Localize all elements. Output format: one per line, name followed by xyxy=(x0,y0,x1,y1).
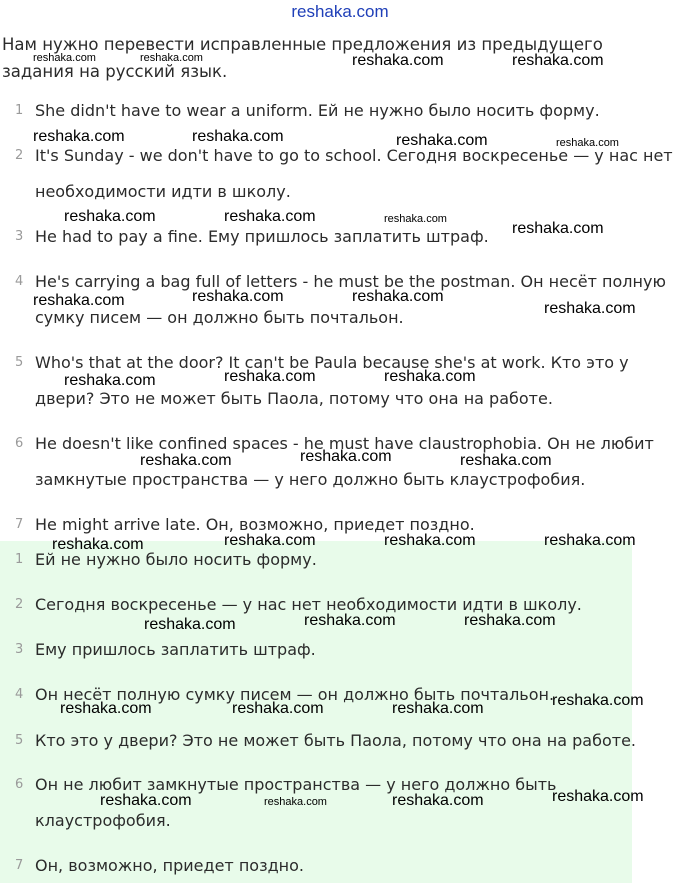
watermark: reshaka.com xyxy=(192,288,284,305)
watermark: reshaka.com xyxy=(384,532,476,549)
watermark: reshaka.com xyxy=(52,536,144,553)
watermark: reshaka.com xyxy=(60,700,152,717)
watermark: reshaka.com xyxy=(264,796,327,808)
watermark: reshaka.com xyxy=(544,532,636,549)
answer-text: Он, возможно, приедет поздно. xyxy=(35,856,304,875)
answer-text: Ей не нужно было носить форму. xyxy=(35,550,317,569)
item-text: It's Sunday - we don't have to go to school. Сегодня воскресенье — у нас нет необходимости идти в школу. xyxy=(35,146,673,201)
item-text: He's carrying a bag full of letters - he must be the postman. Он несёт полную сумку писем — он должно быть почтальон. xyxy=(35,272,666,327)
watermark: reshaka.com xyxy=(384,213,447,225)
answer-text: Он несёт полную сумку писем — он должно быть почтальон. xyxy=(35,685,555,704)
answer-number: 6 xyxy=(15,777,24,792)
watermark: reshaka.com xyxy=(224,368,316,385)
item-number: 7 xyxy=(15,517,24,532)
watermark: reshaka.com xyxy=(396,132,488,149)
item-text: Who's that at the door? It can't be Paula because she's at work. Кто это у двери? Это не может быть Паола, потому что она на работе. xyxy=(35,353,629,408)
watermark: reshaka.com xyxy=(64,372,156,389)
watermark: reshaka.com xyxy=(33,128,125,145)
watermark: reshaka.com xyxy=(304,612,396,629)
watermark: reshaka.com xyxy=(232,700,324,717)
answer-number: 3 xyxy=(15,642,24,657)
site-link[interactable]: reshaka.com xyxy=(291,2,389,21)
watermark: reshaka.com xyxy=(556,137,619,149)
watermark: reshaka.com xyxy=(224,532,316,549)
watermark: reshaka.com xyxy=(512,52,604,69)
answer-text: Он не любит замкнутые пространства — у него должно быть клаустрофобия. xyxy=(35,775,557,830)
watermark: reshaka.com xyxy=(552,788,644,805)
watermark: reshaka.com xyxy=(464,612,556,629)
watermark: reshaka.com xyxy=(552,692,644,709)
item-text: He might arrive late. Он, возможно, приедет поздно. xyxy=(35,515,475,534)
watermark: reshaka.com xyxy=(192,128,284,145)
watermark: reshaka.com xyxy=(224,208,316,225)
item-number: 2 xyxy=(15,148,24,163)
answer-number: 7 xyxy=(15,858,24,873)
answer-text: Ему пришлось заплатить штраф. xyxy=(35,640,316,659)
answer-number: 2 xyxy=(15,597,24,612)
watermark: reshaka.com xyxy=(140,452,232,469)
watermark: reshaka.com xyxy=(100,792,192,809)
watermark: reshaka.com xyxy=(384,368,476,385)
watermark: reshaka.com xyxy=(544,300,636,317)
item-number: 5 xyxy=(15,355,24,370)
watermark: reshaka.com xyxy=(352,52,444,69)
watermark: reshaka.com xyxy=(352,288,444,305)
watermark: reshaka.com xyxy=(512,220,604,237)
answer-number: 5 xyxy=(15,733,24,748)
watermark: reshaka.com xyxy=(64,208,156,225)
watermark: reshaka.com xyxy=(144,616,236,633)
item-number: 6 xyxy=(15,436,24,451)
watermark: reshaka.com xyxy=(33,292,125,309)
item-number: 3 xyxy=(15,229,24,244)
item-text: He doesn't like confined spaces - he must have claustrophobia. Он не любит замкнутые пространства — у него должно быть клаустрофобия. xyxy=(35,434,654,489)
answer-number: 1 xyxy=(15,552,24,567)
answer-text: Кто это у двери? Это не может быть Паола, потому что она на работе. xyxy=(35,731,636,750)
watermark: reshaka.com xyxy=(300,448,392,465)
answer-text: Сегодня воскресенье — у нас нет необходимости идти в школу. xyxy=(35,595,582,614)
item-text: He had to pay a fine. Ему пришлось заплатить штраф. xyxy=(35,227,489,246)
watermark: reshaka.com xyxy=(392,792,484,809)
item-number: 4 xyxy=(15,274,24,289)
watermark: reshaka.com xyxy=(33,52,96,64)
watermark: reshaka.com xyxy=(392,700,484,717)
item-number: 1 xyxy=(15,103,24,118)
answer-number: 4 xyxy=(15,687,24,702)
item-text: She didn't have to wear a uniform. Ей не нужно было носить форму. xyxy=(35,101,600,120)
watermark: reshaka.com xyxy=(140,52,203,64)
watermark: reshaka.com xyxy=(460,452,552,469)
task-intro: Нам нужно перевести исправленные предложения из предыдущего задания на русский язык. xyxy=(2,35,603,81)
